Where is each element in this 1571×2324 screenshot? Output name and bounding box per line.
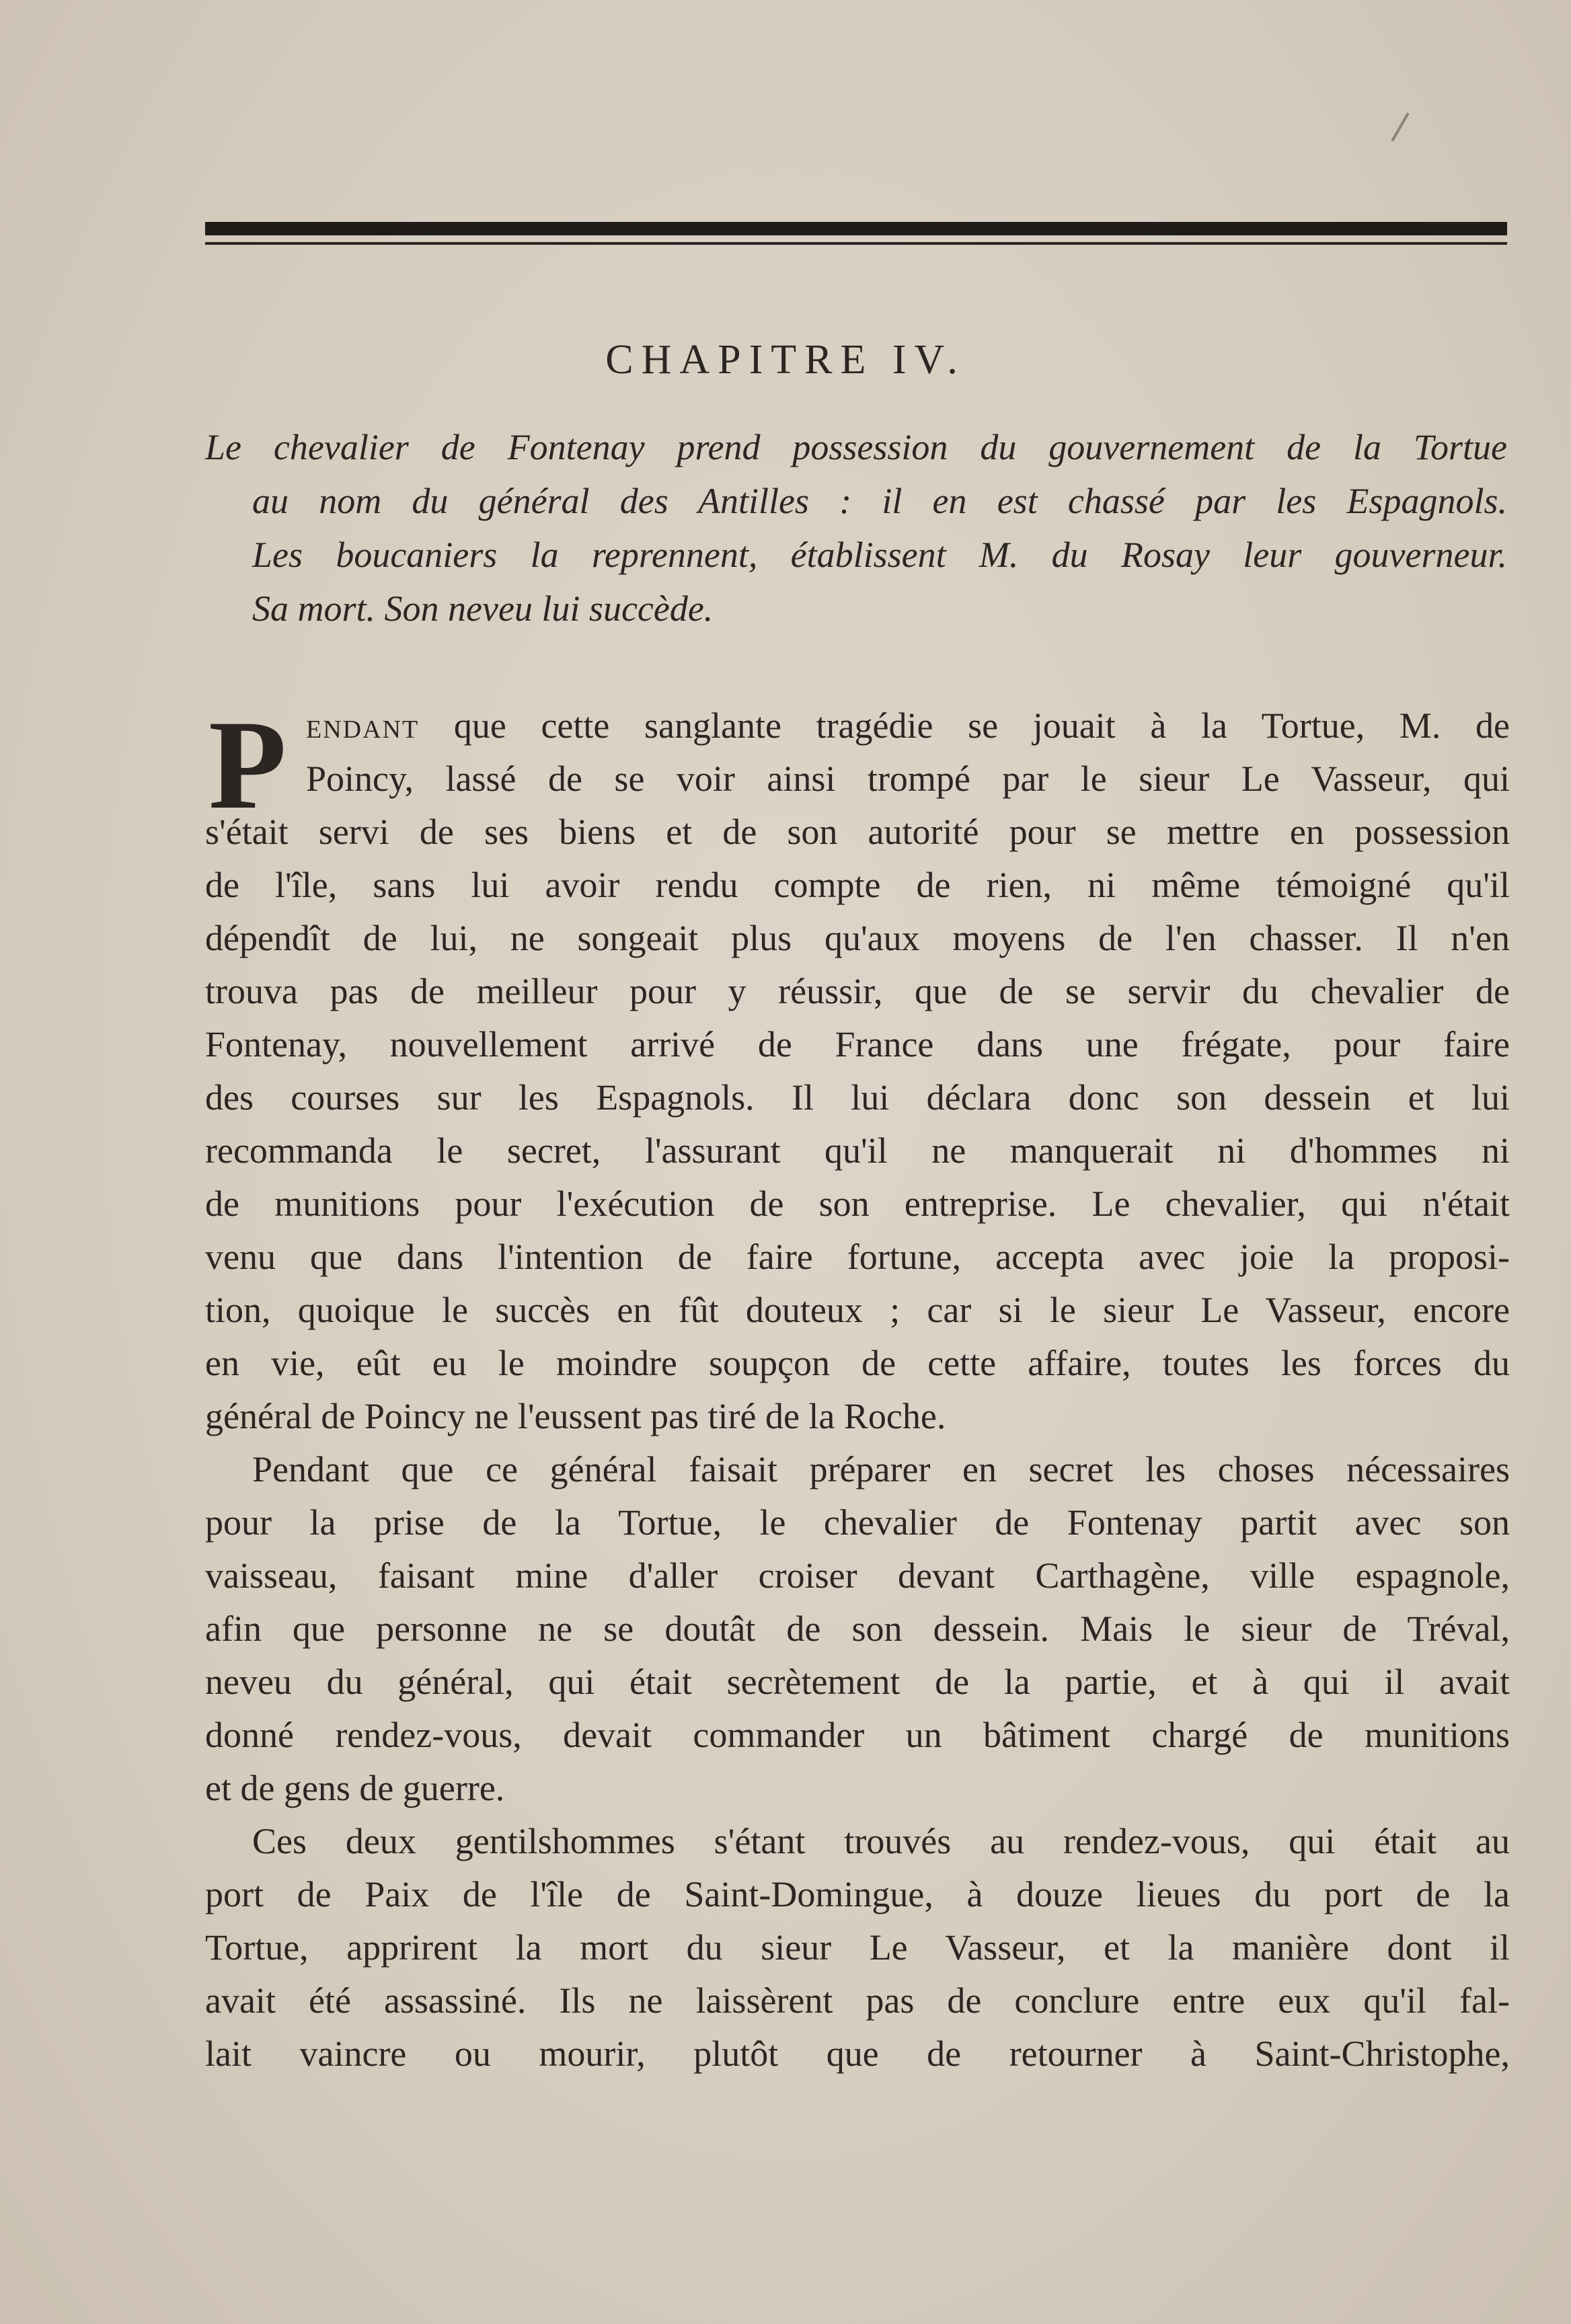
text-line: donné rendez-vous, devait commander un bâtiment chargé de munitions — [205, 1715, 1510, 1755]
pencil-mark — [1391, 112, 1409, 142]
chapter-summary — [205, 420, 1507, 635]
summary-line: Les boucaniers la reprennent, établissent M. du Rosay leur gouverneur. — [252, 535, 1507, 575]
summary-line: au nom du général des Antilles : il en est chassé par les Espagnols. — [252, 481, 1507, 521]
text-line: avait été assassiné. Ils ne laissèrent pas de conclure entre eux qu'il fal- — [205, 1980, 1510, 2021]
text-line: port de Paix de l'île de Saint-Domingue, à douze lieues du port de la — [205, 1874, 1510, 1914]
text-line: vaisseau, faisant mine d'aller croiser devant Carthagène, ville espagnole, — [205, 1555, 1510, 1596]
text-line: venu que dans l'intention de faire fortune, accepta avec joie la proposi- — [205, 1237, 1510, 1277]
text-line: afin que personne ne se doutât de son dessein. Mais le sieur de Tréval, — [205, 1609, 1510, 1649]
text-line: lait vaincre ou mourir, plutôt que de retourner à Saint-Christophe, — [205, 2034, 1510, 2074]
chapter-title: CHAPITRE IV. — [605, 337, 966, 383]
text-line: Poincy, lassé de se voir ainsi trompé par le sieur Le Vasseur, qui — [306, 759, 1510, 799]
header-rule-thick — [205, 222, 1507, 235]
text-line: des courses sur les Espagnols. Il lui déclara donc son dessein et lui — [205, 1077, 1510, 1118]
text-line: de munitions pour l'exécution de son entreprise. Le chevalier, qui n'était — [205, 1184, 1510, 1224]
text-line: neveu du général, qui était secrètement de la partie, et à qui il avait — [205, 1662, 1510, 1702]
text-line: s'était servi de ses biens et de son autorité pour se mettre en possession — [205, 812, 1510, 852]
text-line: recommanda le secret, l'assurant qu'il ne manquerait ni d'hommes ni — [205, 1130, 1510, 1171]
text-line — [205, 699, 1510, 752]
text-line: pour la prise de la Tortue, le chevalier de Fontenay partit avec son — [205, 1502, 1510, 1543]
body-text — [205, 695, 1510, 2081]
text-line: dépendît de lui, ne songeait plus qu'aux moyens de l'en chasser. Il n'en — [205, 918, 1510, 958]
paragraph-2 — [205, 1443, 1510, 1815]
text-line: Pendant que ce général faisait préparer en secret les choses nécessaires — [252, 1449, 1510, 1489]
text-line: Tortue, apprirent la mort du sieur Le Vasseur, et la manière dont il — [205, 1927, 1510, 1968]
dropcap-continuation: endant — [306, 705, 420, 746]
paragraph-1 — [205, 695, 1510, 1443]
text-line-content: que cette sanglante tragédie se jouait à la Tortue, M. de — [419, 705, 1510, 746]
text-line: Ces deux gentilshommes s'étant trouvés au rendez-vous, qui était au — [252, 1821, 1510, 1861]
text-line: trouva pas de meilleur pour y réussir, que de se servir du chevalier de — [205, 971, 1510, 1011]
drop-cap: P — [208, 695, 287, 836]
summary-line: Le chevalier de Fontenay prend possession du gouvernement de la Tortue — [205, 427, 1507, 467]
text-line: de l'île, sans lui avoir rendu compte de rien, ni même témoigné qu'il — [205, 865, 1510, 905]
text-line: Fontenay, nouvellement arrivé de France dans une frégate, pour faire — [205, 1024, 1510, 1064]
text-line: général de Poincy ne l'eussent pas tiré de la Roche. — [205, 1396, 946, 1436]
header-rule-thin — [205, 242, 1507, 245]
text-line: tion, quoique le succès en fût douteux ; car si le sieur Le Vasseur, encore — [205, 1290, 1510, 1330]
text-line: en vie, eût eu le moindre soupçon de cette affaire, toutes les forces du — [205, 1343, 1510, 1383]
summary-line: Sa mort. Son neveu lui succède. — [252, 588, 714, 629]
text-line: et de gens de guerre. — [205, 1768, 505, 1808]
paragraph-3 — [205, 1815, 1510, 2081]
